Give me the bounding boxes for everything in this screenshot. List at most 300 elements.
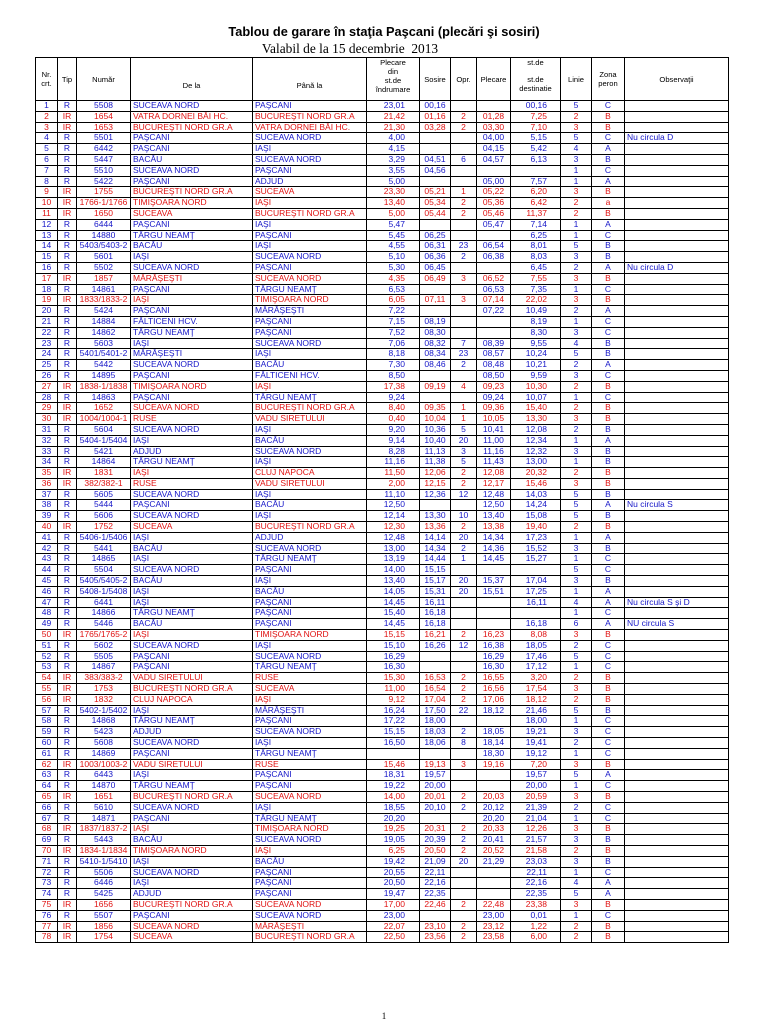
cell-de-la: PAŞCANI: [131, 177, 253, 188]
cell-sosire-destinatie: 14,03: [511, 490, 561, 501]
cell-plecare: 16,30: [477, 662, 511, 673]
cell-observatii: [625, 673, 729, 684]
cell-linie: 2: [561, 306, 592, 317]
cell-tip: R: [58, 749, 77, 760]
cell-sosire: 11,13: [420, 447, 451, 458]
cell-nr: 51: [36, 641, 58, 652]
cell-sosire-destinatie: 21,39: [511, 803, 561, 814]
cell-linie: 5: [561, 490, 592, 501]
cell-opr: [451, 749, 477, 760]
cell-tip: IR: [58, 695, 77, 706]
cell-sosire: 13,36: [420, 522, 451, 533]
cell-zona-peron: B: [592, 403, 625, 414]
cell-de-la: RUSE: [131, 414, 253, 425]
cell-observatii: [625, 295, 729, 306]
cell-nr: 27: [36, 382, 58, 393]
cell-nr: 75: [36, 900, 58, 911]
cell-nr: 15: [36, 252, 58, 263]
cell-sosire-destinatie: 21,58: [511, 846, 561, 857]
cell-opr: 2: [451, 727, 477, 738]
cell-nr: 40: [36, 522, 58, 533]
cell-de-la: SUCEAVA NORD: [131, 803, 253, 814]
cell-sosire: 06,45: [420, 263, 451, 274]
cell-zona-peron: B: [592, 112, 625, 123]
cell-plecare: 04,57: [477, 155, 511, 166]
cell-plecare: 17,06: [477, 695, 511, 706]
header-label: Până la: [296, 80, 323, 90]
cell-pana-la: BACĂU: [253, 587, 367, 598]
cell-linie: 2: [561, 209, 592, 220]
cell-zona-peron: C: [592, 738, 625, 749]
cell-sosire-destinatie: 17,12: [511, 662, 561, 673]
cell-nr: 61: [36, 749, 58, 760]
cell-numar: 5501: [77, 133, 131, 144]
cell-plecare-din: 9,12: [367, 695, 420, 706]
cell-observatii: [625, 371, 729, 382]
cell-pana-la: BUCUREŞTI NORD GR.A: [253, 932, 367, 943]
cell-sosire: 22,11: [420, 868, 451, 879]
cell-zona-peron: A: [592, 878, 625, 889]
cell-numar: 5405/5405-2: [77, 576, 131, 587]
cell-opr: [451, 781, 477, 792]
cell-sosire: 16,11: [420, 598, 451, 609]
cell-observatii: [625, 630, 729, 641]
cell-plecare-din: 13,00: [367, 544, 420, 555]
cell-numar: 1004/1004-1: [77, 414, 131, 425]
cell-de-la: PAŞCANI: [131, 144, 253, 155]
cell-sosire-destinatie: 20,32: [511, 468, 561, 479]
cell-sosire-destinatie: [511, 608, 561, 619]
cell-nr: 30: [36, 414, 58, 425]
cell-tip: IR: [58, 112, 77, 123]
cell-plecare: [477, 716, 511, 727]
cell-nr: 50: [36, 630, 58, 641]
cell-tip: R: [58, 500, 77, 511]
cell-observatii: [625, 403, 729, 414]
cell-nr: 31: [36, 425, 58, 436]
cell-sosire-destinatie: 19,41: [511, 738, 561, 749]
cell-nr: 71: [36, 857, 58, 868]
cell-observatii: [625, 684, 729, 695]
cell-sosire: 22,35: [420, 889, 451, 900]
cell-plecare: 12,48: [477, 490, 511, 501]
cell-plecare: 05,22: [477, 187, 511, 198]
cell-nr: 21: [36, 317, 58, 328]
cell-tip: R: [58, 285, 77, 296]
cell-numar: 5446: [77, 619, 131, 630]
cell-pana-la: RUSE: [253, 760, 367, 771]
cell-linie: 2: [561, 738, 592, 749]
cell-pana-la: BUCUREŞTI NORD GR.A: [253, 112, 367, 123]
cell-sosire-destinatie: 17,04: [511, 576, 561, 587]
cell-plecare-din: 12,30: [367, 522, 420, 533]
cell-sosire-destinatie: 00,16: [511, 101, 561, 112]
cell-plecare-din: 8,40: [367, 403, 420, 414]
table-row: [36, 457, 729, 468]
cell-observatii: [625, 727, 729, 738]
cell-sosire-destinatie: 11,37: [511, 209, 561, 220]
cell-sosire: 23,10: [420, 922, 451, 933]
cell-sosire-destinatie: 22,02: [511, 295, 561, 306]
cell-zona-peron: B: [592, 824, 625, 835]
cell-tip: R: [58, 889, 77, 900]
cell-plecare: 07,14: [477, 295, 511, 306]
cell-opr: 2: [451, 824, 477, 835]
cell-zona-peron: B: [592, 339, 625, 350]
table-row: [36, 252, 729, 263]
cell-zona-peron: A: [592, 436, 625, 447]
cell-opr: [451, 652, 477, 663]
cell-observatii: [625, 857, 729, 868]
cell-nr: 1: [36, 101, 58, 112]
cell-de-la: SUCEAVA NORD: [131, 360, 253, 371]
cell-nr: 49: [36, 619, 58, 630]
cell-numar: 5604: [77, 425, 131, 436]
cell-de-la: PAŞCANI: [131, 911, 253, 922]
cell-zona-peron: C: [592, 231, 625, 242]
table-row: [36, 770, 729, 781]
cell-opr: 2: [451, 360, 477, 371]
cell-observatii: [625, 177, 729, 188]
cell-observatii: [625, 479, 729, 490]
cell-zona-peron: A: [592, 889, 625, 900]
cell-pana-la: BUCUREŞTI NORD GR.A: [253, 209, 367, 220]
table-row: [36, 781, 729, 792]
cell-zona-peron: C: [592, 652, 625, 663]
cell-tip: R: [58, 554, 77, 565]
cell-zona-peron: A: [592, 587, 625, 598]
cell-linie: 1: [561, 911, 592, 922]
cell-sosire: 05,34: [420, 198, 451, 209]
cell-pana-la: PAŞCANI: [253, 608, 367, 619]
cell-tip: R: [58, 457, 77, 468]
cell-zona-peron: B: [592, 468, 625, 479]
cell-de-la: IAŞI: [131, 598, 253, 609]
cell-plecare-din: 5,00: [367, 209, 420, 220]
cell-plecare-din: 14,45: [367, 598, 420, 609]
cell-sosire-destinatie: 6,13: [511, 155, 561, 166]
cell-de-la: PAŞCANI: [131, 500, 253, 511]
header-label: Linie: [567, 74, 585, 84]
cell-de-la: BUCUREŞTI NORD GR.A: [131, 123, 253, 134]
cell-numar: 5610: [77, 803, 131, 814]
cell-tip: R: [58, 101, 77, 112]
cell-opr: 23: [451, 349, 477, 360]
cell-sosire: 14,44: [420, 554, 451, 565]
cell-plecare: [477, 166, 511, 177]
cell-plecare: 04,00: [477, 133, 511, 144]
cell-zona-peron: C: [592, 662, 625, 673]
cell-sosire: [420, 911, 451, 922]
cell-observatii: [625, 878, 729, 889]
cell-opr: 20: [451, 576, 477, 587]
header-observatii: [625, 58, 729, 101]
cell-tip: R: [58, 166, 77, 177]
cell-nr: 66: [36, 803, 58, 814]
cell-observatii: [625, 155, 729, 166]
cell-sosire: 16,21: [420, 630, 451, 641]
cell-plecare: 23,12: [477, 922, 511, 933]
cell-tip: R: [58, 835, 77, 846]
cell-tip: IR: [58, 900, 77, 911]
cell-plecare-din: 4,00: [367, 133, 420, 144]
cell-sosire: [420, 814, 451, 825]
cell-opr: 2: [451, 673, 477, 684]
cell-observatii: [625, 382, 729, 393]
cell-zona-peron: B: [592, 760, 625, 771]
cell-plecare: 12,08: [477, 468, 511, 479]
cell-sosire-destinatie: 21,04: [511, 814, 561, 825]
cell-pana-la: SUCEAVA NORD: [253, 544, 367, 555]
cell-nr: 35: [36, 468, 58, 479]
cell-numar: 5505: [77, 652, 131, 663]
cell-opr: [451, 619, 477, 630]
cell-de-la: FĂLTICENI HCV.: [131, 317, 253, 328]
cell-plecare-din: 20,55: [367, 868, 420, 879]
table-row: [36, 447, 729, 458]
cell-observatii: [625, 900, 729, 911]
cell-linie: 5: [561, 101, 592, 112]
cell-observatii: [625, 166, 729, 177]
cell-plecare: [477, 770, 511, 781]
cell-opr: [451, 306, 477, 317]
cell-sosire-destinatie: 17,54: [511, 684, 561, 695]
cell-pana-la: IAŞI: [253, 220, 367, 231]
cell-nr: 67: [36, 814, 58, 825]
cell-zona-peron: B: [592, 209, 625, 220]
cell-nr: 59: [36, 727, 58, 738]
cell-linie: 1: [561, 457, 592, 468]
cell-linie: 1: [561, 436, 592, 447]
cell-observatii: Nu circula D: [625, 133, 729, 144]
cell-plecare: 05,47: [477, 220, 511, 231]
cell-sosire: 06,49: [420, 274, 451, 285]
cell-sosire: 13,30: [420, 511, 451, 522]
cell-de-la: PAŞCANI: [131, 749, 253, 760]
cell-observatii: [625, 738, 729, 749]
cell-de-la: TIMIŞOARA NORD: [131, 198, 253, 209]
cell-nr: 41: [36, 533, 58, 544]
cell-pana-la: PAŞCANI: [253, 619, 367, 630]
cell-linie: 2: [561, 932, 592, 943]
cell-de-la: IAŞI: [131, 857, 253, 868]
cell-opr: 3: [451, 447, 477, 458]
table-row: [36, 339, 729, 350]
cell-observatii: [625, 846, 729, 857]
cell-sosire-destinatie: 8,03: [511, 252, 561, 263]
header-numar: [77, 58, 131, 101]
cell-de-la: BUCUREŞTI NORD GR.A: [131, 684, 253, 695]
cell-sosire: [420, 749, 451, 760]
cell-sosire-destinatie: 20,00: [511, 781, 561, 792]
cell-tip: R: [58, 803, 77, 814]
cell-linie: 3: [561, 123, 592, 134]
cell-plecare: 16,56: [477, 684, 511, 695]
cell-sosire: 01,16: [420, 112, 451, 123]
table-row: [36, 177, 729, 188]
cell-linie: 1: [561, 749, 592, 760]
cell-sosire: 06,31: [420, 241, 451, 252]
cell-plecare-din: 19,25: [367, 824, 420, 835]
cell-opr: 2: [451, 479, 477, 490]
cell-plecare-din: 6,05: [367, 295, 420, 306]
cell-numar: 6442: [77, 144, 131, 155]
cell-zona-peron: C: [592, 814, 625, 825]
cell-tip: R: [58, 177, 77, 188]
cell-plecare: 15,37: [477, 576, 511, 587]
cell-tip: IR: [58, 123, 77, 134]
cell-de-la: SUCEAVA NORD: [131, 490, 253, 501]
cell-zona-peron: A: [592, 770, 625, 781]
cell-plecare-din: 16,30: [367, 662, 420, 673]
cell-observatii: [625, 641, 729, 652]
cell-sosire-destinatie: 10,49: [511, 306, 561, 317]
header-linie: [561, 58, 592, 101]
cell-sosire-destinatie: 21,57: [511, 835, 561, 846]
cell-sosire-destinatie: 9,59: [511, 371, 561, 382]
cell-linie: 1: [561, 285, 592, 296]
table-row: [36, 328, 729, 339]
cell-plecare: 06,54: [477, 241, 511, 252]
cell-zona-peron: B: [592, 522, 625, 533]
cell-numar: 1765/1765-2: [77, 630, 131, 641]
cell-numar: 6443: [77, 770, 131, 781]
cell-pana-la: PAŞCANI: [253, 328, 367, 339]
header-label: Opr.: [456, 74, 471, 84]
cell-nr: 55: [36, 684, 58, 695]
cell-nr: 14: [36, 241, 58, 252]
cell-sosire: 04,56: [420, 166, 451, 177]
cell-zona-peron: A: [592, 500, 625, 511]
cell-nr: 65: [36, 792, 58, 803]
cell-pana-la: TÂRGU NEAMŢ: [253, 393, 367, 404]
cell-observatii: [625, 328, 729, 339]
cell-sosire-destinatie: 15,27: [511, 554, 561, 565]
cell-plecare-din: 0,40: [367, 414, 420, 425]
cell-numar: 5443: [77, 835, 131, 846]
cell-pana-la: BACĂU: [253, 857, 367, 868]
cell-linie: 2: [561, 641, 592, 652]
cell-numar: 1003/1003-2: [77, 760, 131, 771]
cell-tip: IR: [58, 846, 77, 857]
cell-observatii: [625, 360, 729, 371]
cell-sosire: 22,16: [420, 878, 451, 889]
cell-plecare: 11,00: [477, 436, 511, 447]
cell-opr: [451, 285, 477, 296]
cell-plecare: [477, 878, 511, 889]
cell-sosire: 00,16: [420, 101, 451, 112]
table-row: [36, 565, 729, 576]
cell-de-la: PAŞCANI: [131, 133, 253, 144]
cell-numar: 1652: [77, 403, 131, 414]
cell-numar: 5404-1/5404: [77, 436, 131, 447]
cell-nr: 8: [36, 177, 58, 188]
cell-pana-la: VATRA DORNEI BĂI HC.: [253, 123, 367, 134]
cell-nr: 39: [36, 511, 58, 522]
cell-sosire: 06,36: [420, 252, 451, 263]
cell-numar: 6446: [77, 878, 131, 889]
cell-numar: 1838-1/1838: [77, 382, 131, 393]
cell-sosire-destinatie: 14,24: [511, 500, 561, 511]
cell-opr: [451, 263, 477, 274]
cell-tip: R: [58, 155, 77, 166]
cell-de-la: BUCUREŞTI NORD GR.A: [131, 187, 253, 198]
header-sosire: [420, 58, 451, 101]
cell-zona-peron: B: [592, 382, 625, 393]
cell-de-la: IAŞI: [131, 878, 253, 889]
cell-observatii: [625, 814, 729, 825]
cell-linie: 4: [561, 598, 592, 609]
cell-nr: 64: [36, 781, 58, 792]
cell-plecare-din: 5,30: [367, 263, 420, 274]
cell-numar: 1651: [77, 792, 131, 803]
cell-pana-la: SUCEAVA NORD: [253, 447, 367, 458]
cell-linie: 5: [561, 511, 592, 522]
cell-sosire-destinatie: 6,20: [511, 187, 561, 198]
cell-plecare: [477, 231, 511, 242]
cell-pana-la: PAŞCANI: [253, 878, 367, 889]
cell-sosire-destinatie: 13,30: [511, 414, 561, 425]
cell-pana-la: RUSE: [253, 673, 367, 684]
table-row: [36, 878, 729, 889]
cell-sosire: 16,18: [420, 608, 451, 619]
cell-nr: 9: [36, 187, 58, 198]
cell-nr: 34: [36, 457, 58, 468]
cell-tip: IR: [58, 673, 77, 684]
cell-de-la: BACĂU: [131, 835, 253, 846]
cell-plecare-din: 9,20: [367, 425, 420, 436]
cell-pana-la: SUCEAVA NORD: [253, 252, 367, 263]
cell-observatii: [625, 252, 729, 263]
cell-sosire-destinatie: 10,07: [511, 393, 561, 404]
cell-observatii: [625, 868, 729, 879]
table-row: [36, 231, 729, 242]
cell-tip: IR: [58, 274, 77, 285]
cell-linie: 5: [561, 770, 592, 781]
cell-plecare-din: 11,50: [367, 468, 420, 479]
cell-pana-la: PAŞCANI: [253, 317, 367, 328]
cell-nr: 76: [36, 911, 58, 922]
cell-linie: 1: [561, 716, 592, 727]
cell-plecare: 18,05: [477, 727, 511, 738]
cell-pana-la: SUCEAVA NORD: [253, 133, 367, 144]
cell-tip: IR: [58, 209, 77, 220]
cell-numar: 1754: [77, 932, 131, 943]
cell-plecare: 06,38: [477, 252, 511, 263]
cell-linie: 2: [561, 522, 592, 533]
cell-numar: 5442: [77, 360, 131, 371]
cell-opr: [451, 716, 477, 727]
cell-zona-peron: A: [592, 306, 625, 317]
table-row: [36, 144, 729, 155]
cell-tip: IR: [58, 382, 77, 393]
cell-observatii: [625, 716, 729, 727]
cell-sosire: 20,50: [420, 846, 451, 857]
cell-nr: 60: [36, 738, 58, 749]
cell-sosire: [420, 393, 451, 404]
cell-sosire-destinatie: 12,08: [511, 425, 561, 436]
cell-plecare: 08,48: [477, 360, 511, 371]
cell-plecare-din: 13,40: [367, 576, 420, 587]
cell-linie: 3: [561, 274, 592, 285]
cell-plecare-din: 8,50: [367, 371, 420, 382]
cell-zona-peron: B: [592, 673, 625, 684]
cell-linie: 3: [561, 835, 592, 846]
cell-linie: 3: [561, 857, 592, 868]
table-row: [36, 425, 729, 436]
table-row: [36, 274, 729, 285]
cell-pana-la: MĂRĂŞEŞTI: [253, 922, 367, 933]
